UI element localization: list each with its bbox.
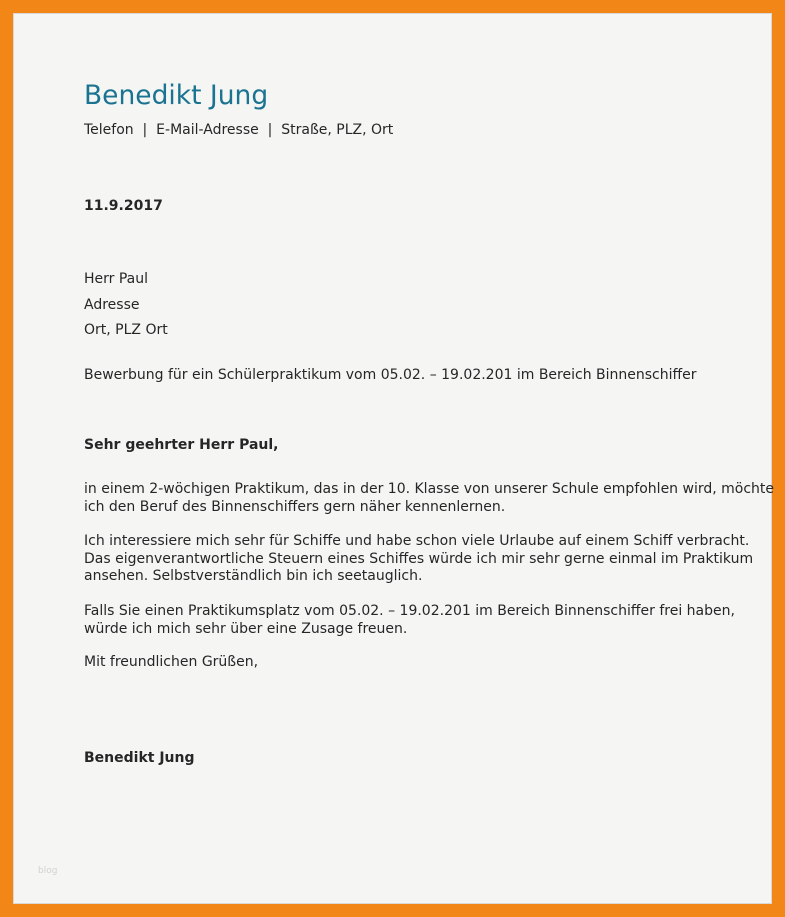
- paragraph-intro: [84, 481, 775, 516]
- recipient-city: Ort, PLZ Ort: [84, 322, 168, 338]
- subject-line: Bewerbung für ein Schülerpraktikum vom 05.02. – 19.02.201 im Bereich Binnenschiffer: [84, 367, 697, 383]
- closing-line: Mit freundlichen Grüßen,: [84, 654, 259, 670]
- salutation: Sehr geehrter Herr Paul,: [84, 437, 279, 453]
- paragraph-line: in einem 2-wöchigen Praktikum, das in der 10. Klasse von unserer Schule empfohlen wird, möchte: [84, 481, 775, 497]
- recipient-name: Herr Paul: [84, 271, 149, 287]
- paragraph-line: würde ich mich sehr über eine Zusage freuen.: [84, 620, 408, 637]
- signature-name: Benedikt Jung: [84, 750, 195, 766]
- watermark-text: blog: [38, 866, 58, 876]
- paragraph-line: Das eigenverantwortliche Steuern eines Schiffes würde ich mir sehr gerne einmal im Praktikum: [84, 550, 754, 567]
- paragraph-request: [84, 603, 749, 638]
- paragraph-line: ich den Beruf des Binnenschiffers gern näher kennenlernen.: [84, 498, 506, 515]
- paragraph-line: Falls Sie einen Praktikumsplatz vom 05.02. – 19.02.201 im Bereich Binnenschiffer frei haben,: [84, 603, 735, 619]
- paragraph-interest: [84, 533, 754, 586]
- paragraph-line: ansehen. Selbstverständlich bin ich seetauglich.: [84, 568, 423, 584]
- contact-line: Telefon | E-Mail-Adresse | Straße, PLZ, Ort: [84, 122, 394, 138]
- paragraph-line: Ich interessiere mich sehr für Schiffe und habe schon viele Urlaube auf einem Schiff verbracht.: [84, 533, 750, 549]
- recipient-address: Adresse: [84, 297, 140, 313]
- sender-name: Benedikt Jung: [84, 80, 269, 111]
- letter-date: 11.9.2017: [84, 198, 163, 214]
